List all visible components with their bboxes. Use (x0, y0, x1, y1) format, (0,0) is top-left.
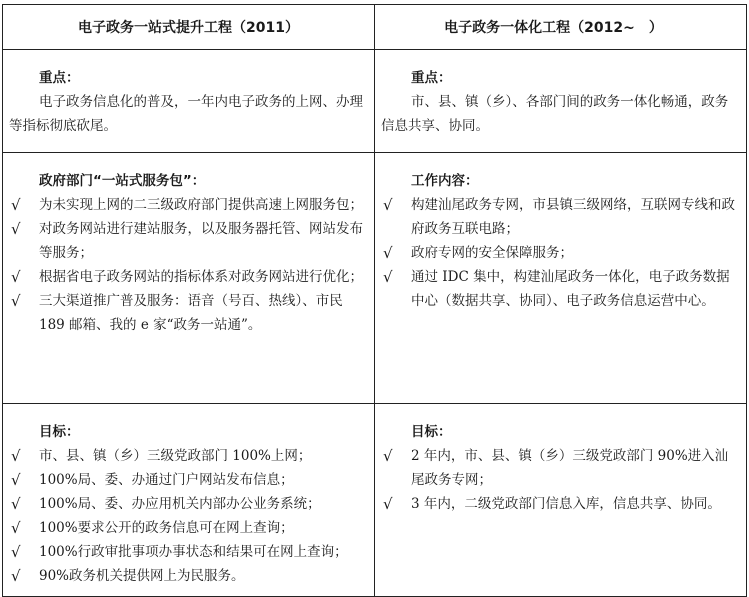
cell-title: 工作内容： (411, 173, 479, 189)
cell-title: 政府部门“一站式服务包”： (39, 173, 206, 189)
list-item (9, 265, 364, 289)
list-item-text: 100%局、委、办通过门户网站发布信息； (39, 472, 294, 488)
check-mark-icon: √ (11, 519, 21, 537)
check-mark-icon: √ (383, 268, 393, 286)
check-mark-icon: √ (11, 495, 21, 513)
cell-paragraph: 电子政务信息化的普及，一年内电子政务的上网、办理等指标彻底砍尾。 (9, 94, 363, 134)
list-item (381, 492, 736, 516)
list-item-text: 90%政务机关提供网上为民服务。 (39, 568, 245, 584)
header-row (3, 5, 747, 50)
cell-title: 重点： (39, 70, 80, 86)
list-item (9, 516, 364, 540)
check-mark-icon: √ (383, 244, 393, 262)
work-content-cell (375, 153, 747, 404)
list-item (9, 564, 364, 588)
list-item-text: 市、县、镇（乡）三级党政部门 100%上网； (39, 448, 312, 464)
bullet-list (381, 193, 736, 313)
goals-cell-left (3, 404, 375, 597)
list-item (9, 492, 364, 516)
list-item-text: 100%局、委、办应用机关内部办公业务系统； (39, 496, 321, 512)
list-item-text: 三大渠道推广普及服务：语音（号百、热线）、市民 189 邮箱、我的 e 家“政务一站通”。 (39, 293, 343, 333)
content-row (3, 153, 747, 404)
check-mark-icon: √ (11, 220, 21, 238)
list-item (9, 444, 364, 468)
focus-cell-right (375, 50, 747, 153)
check-mark-icon: √ (383, 447, 393, 465)
list-item (381, 241, 736, 265)
bullet-list (9, 193, 364, 337)
list-item-text: 为未实现上网的二三级政府部门提供高速上网服务包； (39, 197, 363, 213)
focus-cell-left (3, 50, 375, 153)
bullet-list (9, 444, 364, 588)
cell-title: 目标： (39, 424, 80, 440)
list-item (381, 444, 736, 492)
list-item (381, 265, 736, 313)
list-item-text: 通过 IDC 集中，构建汕尾政务一体化，电子政务数据中心（数据共享、协同）、电子政务信息运营中心。 (411, 269, 730, 309)
cell-title: 重点： (411, 70, 452, 86)
check-mark-icon: √ (11, 471, 21, 489)
list-item-text: 2 年内，市、县、镇（乡）三级党政部门 90%进入汕尾政务专网； (411, 448, 729, 488)
focus-row (3, 50, 747, 153)
comparison-table (2, 4, 747, 597)
check-mark-icon: √ (11, 196, 21, 214)
goals-row (3, 404, 747, 597)
header-left: 电子政务一站式提升工程（2011） (3, 5, 375, 50)
list-item-text: 3 年内，二级党政部门信息入库，信息共享、协同。 (411, 496, 721, 512)
check-mark-icon: √ (11, 567, 21, 585)
cell-paragraph: 市、县、镇（乡）、各部门间的政务一体化畅通，政务信息共享、协同。 (381, 94, 729, 134)
check-mark-icon: √ (11, 268, 21, 286)
check-mark-icon: √ (11, 292, 21, 310)
list-item (9, 289, 364, 337)
cell-title: 目标： (411, 424, 452, 440)
header-right: 电子政务一体化工程（2012~ ） (375, 5, 747, 50)
service-package-cell (3, 153, 375, 404)
list-item-text: 构建汕尾政务专网，市县镇三级网络，互联网专线和政府政务互联电路； (411, 197, 735, 237)
list-item-text: 对政务网站进行建站服务，以及服务器托管、网站发布等服务； (39, 221, 363, 261)
list-item (9, 468, 364, 492)
check-mark-icon: √ (383, 196, 393, 214)
list-item-text: 根据省电子政务网站的指标体系对政务网站进行优化； (39, 269, 363, 285)
check-mark-icon: √ (11, 447, 21, 465)
check-mark-icon: √ (383, 495, 393, 513)
list-item (9, 193, 364, 217)
check-mark-icon: √ (11, 543, 21, 561)
list-item-text: 100%行政审批事项办事状态和结果可在网上查询； (39, 544, 348, 560)
list-item (381, 193, 736, 241)
list-item (9, 217, 364, 265)
goals-cell-right (375, 404, 747, 597)
list-item-text: 政府专网的安全保障服务； (411, 245, 573, 261)
list-item-text: 100%要求公开的政务信息可在网上查询； (39, 520, 294, 536)
bullet-list (381, 444, 736, 516)
list-item (9, 540, 364, 564)
